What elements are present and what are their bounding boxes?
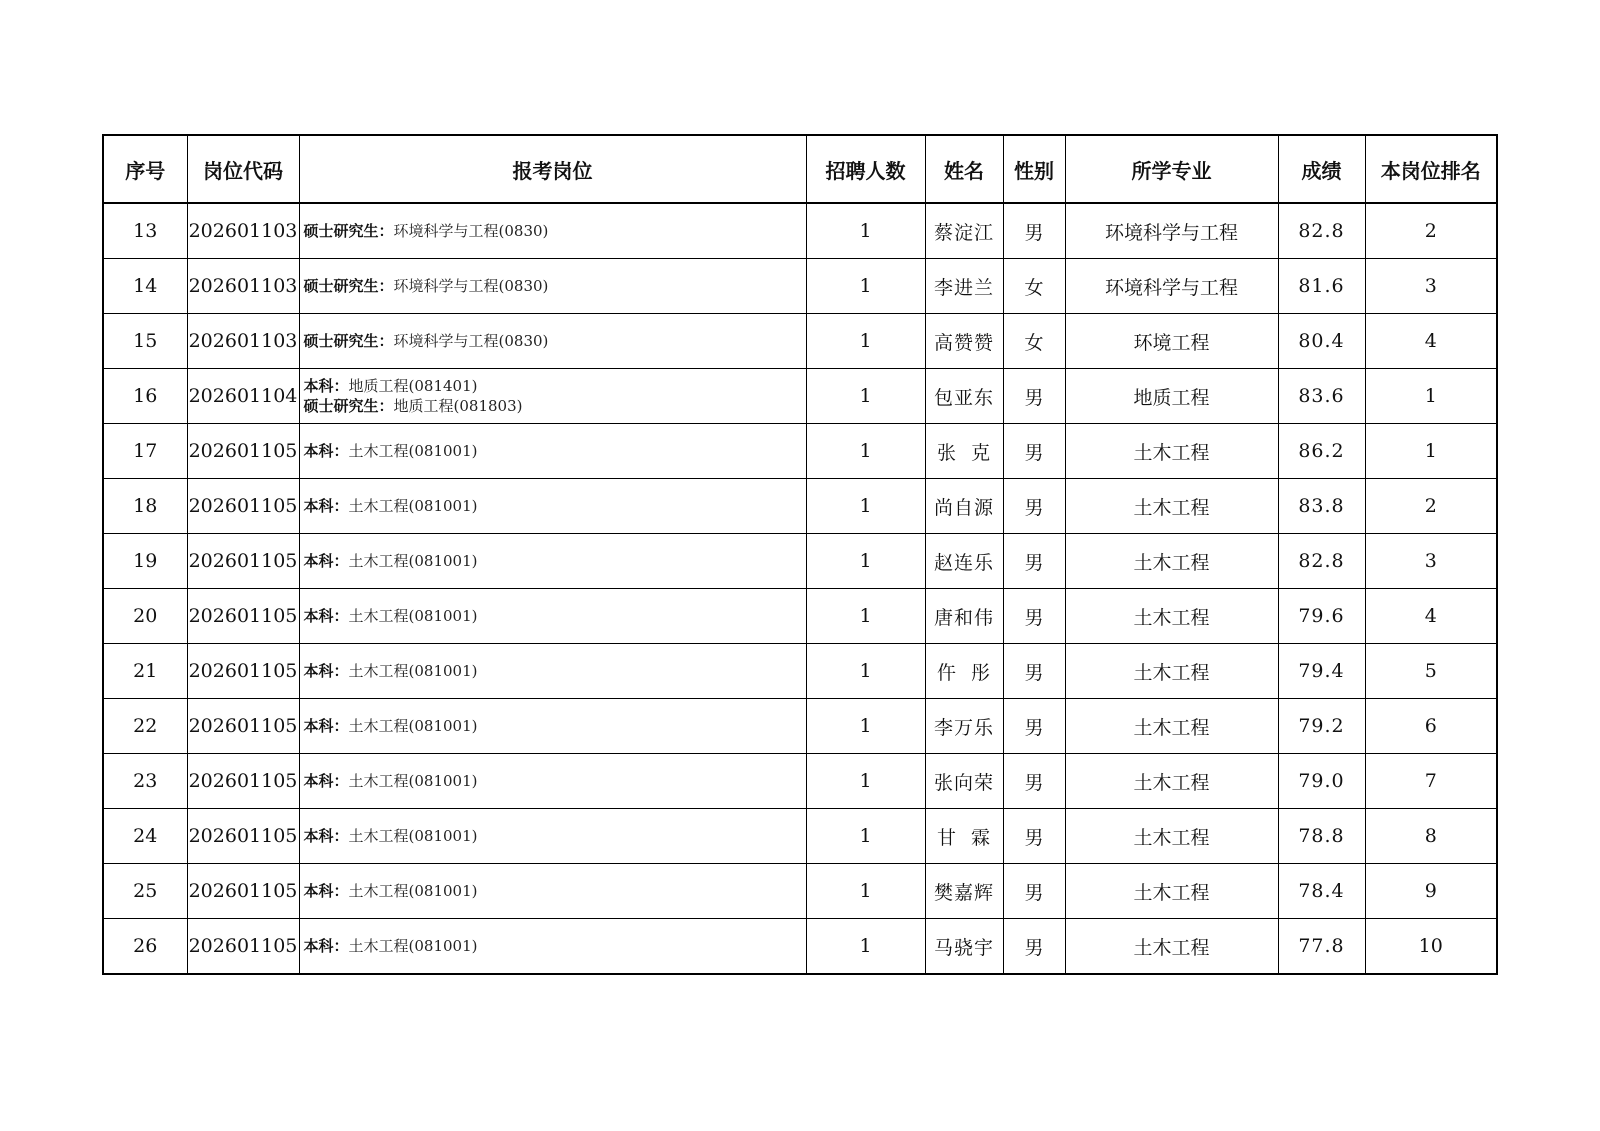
cell-seq: 25 xyxy=(103,864,187,919)
post-line xyxy=(304,331,806,351)
cell-seq: 22 xyxy=(103,699,187,754)
table-row xyxy=(103,479,1497,534)
cell-gender: 男 xyxy=(1003,809,1065,864)
cell-post xyxy=(299,699,806,754)
cell-post xyxy=(299,589,806,644)
cell-name: 张向荣 xyxy=(925,754,1003,809)
cell-code: 202601105 xyxy=(187,589,299,644)
cell-code: 202601105 xyxy=(187,534,299,589)
cell-name: 高赞赞 xyxy=(925,314,1003,369)
cell-post xyxy=(299,754,806,809)
table-row xyxy=(103,534,1497,589)
cell-major: 土木工程 xyxy=(1065,699,1278,754)
post-major: 土木工程(081001) xyxy=(348,552,478,570)
cell-name: 蔡淀江 xyxy=(925,203,1003,259)
cell-major: 土木工程 xyxy=(1065,919,1278,975)
cell-gender: 男 xyxy=(1003,534,1065,589)
cell-rank: 8 xyxy=(1365,809,1497,864)
cell-post xyxy=(299,369,806,424)
cell-code: 202601105 xyxy=(187,424,299,479)
cell-score: 79.4 xyxy=(1278,644,1365,699)
cell-seq: 26 xyxy=(103,919,187,975)
cell-gender: 男 xyxy=(1003,699,1065,754)
cell-gender: 男 xyxy=(1003,754,1065,809)
cell-gender: 女 xyxy=(1003,314,1065,369)
cell-code: 202601105 xyxy=(187,864,299,919)
table-row xyxy=(103,754,1497,809)
cell-post xyxy=(299,314,806,369)
cell-score: 86.2 xyxy=(1278,424,1365,479)
post-level: 本科： xyxy=(303,607,349,625)
cell-score: 83.8 xyxy=(1278,479,1365,534)
cell-gender: 男 xyxy=(1003,589,1065,644)
post-level: 本科： xyxy=(303,937,349,955)
post-major: 土木工程(081001) xyxy=(348,662,478,680)
post-level: 硕士研究生： xyxy=(303,222,394,240)
cell-post xyxy=(299,534,806,589)
cell-quota: 1 xyxy=(806,424,925,479)
cell-major: 土木工程 xyxy=(1065,809,1278,864)
cell-rank: 6 xyxy=(1365,699,1497,754)
cell-rank: 10 xyxy=(1365,919,1497,975)
cell-quota: 1 xyxy=(806,314,925,369)
cell-quota: 1 xyxy=(806,534,925,589)
post-level: 硕士研究生： xyxy=(303,397,394,415)
post-major: 土木工程(081001) xyxy=(348,827,478,845)
cell-major: 环境工程 xyxy=(1065,314,1278,369)
post-major: 环境科学与工程(0830) xyxy=(393,277,549,295)
cell-quota: 1 xyxy=(806,699,925,754)
cell-major: 土木工程 xyxy=(1065,534,1278,589)
table-row xyxy=(103,203,1497,259)
post-major: 地质工程(081803) xyxy=(393,397,523,415)
cell-major: 环境科学与工程 xyxy=(1065,203,1278,259)
cell-score: 78.8 xyxy=(1278,809,1365,864)
results-table xyxy=(102,134,1498,975)
cell-name: 包亚东 xyxy=(925,369,1003,424)
cell-score: 79.6 xyxy=(1278,589,1365,644)
cell-gender: 男 xyxy=(1003,203,1065,259)
cell-seq: 16 xyxy=(103,369,187,424)
cell-gender: 男 xyxy=(1003,424,1065,479)
cell-name: 甘 霖 xyxy=(925,809,1003,864)
post-line xyxy=(304,881,806,901)
cell-score: 77.8 xyxy=(1278,919,1365,975)
cell-rank: 1 xyxy=(1365,424,1497,479)
header-post: 报考岗位 xyxy=(299,135,806,203)
cell-major: 土木工程 xyxy=(1065,864,1278,919)
post-line xyxy=(304,936,806,956)
post-line xyxy=(304,826,806,846)
post-major: 环境科学与工程(0830) xyxy=(393,222,549,240)
cell-post xyxy=(299,864,806,919)
cell-gender: 男 xyxy=(1003,864,1065,919)
cell-name: 李万乐 xyxy=(925,699,1003,754)
table-row xyxy=(103,314,1497,369)
table-row xyxy=(103,864,1497,919)
post-major: 土木工程(081001) xyxy=(348,442,478,460)
cell-score: 83.6 xyxy=(1278,369,1365,424)
table-row xyxy=(103,699,1497,754)
cell-rank: 2 xyxy=(1365,479,1497,534)
cell-score: 82.8 xyxy=(1278,203,1365,259)
cell-gender: 男 xyxy=(1003,919,1065,975)
header-major: 所学专业 xyxy=(1065,135,1278,203)
post-major: 地质工程(081401) xyxy=(348,377,478,395)
header-seq: 序号 xyxy=(103,135,187,203)
cell-code: 202601105 xyxy=(187,479,299,534)
post-level: 本科： xyxy=(303,827,349,845)
cell-post xyxy=(299,259,806,314)
cell-gender: 男 xyxy=(1003,369,1065,424)
cell-quota: 1 xyxy=(806,369,925,424)
cell-score: 82.8 xyxy=(1278,534,1365,589)
cell-code: 202601104 xyxy=(187,369,299,424)
cell-code: 202601105 xyxy=(187,754,299,809)
cell-name: 唐和伟 xyxy=(925,589,1003,644)
cell-post xyxy=(299,424,806,479)
cell-score: 79.0 xyxy=(1278,754,1365,809)
post-level: 本科： xyxy=(303,662,349,680)
header-name: 姓名 xyxy=(925,135,1003,203)
post-major: 土木工程(081001) xyxy=(348,607,478,625)
post-level: 硕士研究生： xyxy=(303,332,394,350)
cell-code: 202601105 xyxy=(187,699,299,754)
post-major: 环境科学与工程(0830) xyxy=(393,332,549,350)
cell-rank: 7 xyxy=(1365,754,1497,809)
table-body xyxy=(103,203,1497,974)
post-major: 土木工程(081001) xyxy=(348,937,478,955)
cell-name: 赵连乐 xyxy=(925,534,1003,589)
header-row xyxy=(103,135,1497,203)
cell-name: 张 克 xyxy=(925,424,1003,479)
table-row xyxy=(103,589,1497,644)
cell-score: 78.4 xyxy=(1278,864,1365,919)
cell-major: 土木工程 xyxy=(1065,589,1278,644)
cell-code: 202601103 xyxy=(187,259,299,314)
cell-rank: 1 xyxy=(1365,369,1497,424)
cell-seq: 13 xyxy=(103,203,187,259)
cell-quota: 1 xyxy=(806,864,925,919)
cell-major: 土木工程 xyxy=(1065,479,1278,534)
header-score: 成绩 xyxy=(1278,135,1365,203)
post-level: 本科： xyxy=(303,377,349,395)
cell-code: 202601103 xyxy=(187,203,299,259)
cell-name: 仵 彤 xyxy=(925,644,1003,699)
table-row xyxy=(103,809,1497,864)
cell-seq: 17 xyxy=(103,424,187,479)
post-level: 本科： xyxy=(303,552,349,570)
table-row xyxy=(103,369,1497,424)
table-row xyxy=(103,259,1497,314)
cell-major: 土木工程 xyxy=(1065,424,1278,479)
cell-seq: 19 xyxy=(103,534,187,589)
cell-rank: 4 xyxy=(1365,314,1497,369)
cell-rank: 3 xyxy=(1365,534,1497,589)
header-rank: 本岗位排名 xyxy=(1365,135,1497,203)
header-code: 岗位代码 xyxy=(187,135,299,203)
post-level: 本科： xyxy=(303,442,349,460)
post-major: 土木工程(081001) xyxy=(348,882,478,900)
post-major: 土木工程(081001) xyxy=(348,497,478,515)
cell-gender: 男 xyxy=(1003,479,1065,534)
post-line xyxy=(304,376,806,396)
cell-score: 80.4 xyxy=(1278,314,1365,369)
cell-seq: 15 xyxy=(103,314,187,369)
table-row xyxy=(103,644,1497,699)
cell-major: 地质工程 xyxy=(1065,369,1278,424)
post-line xyxy=(304,606,806,626)
cell-rank: 4 xyxy=(1365,589,1497,644)
cell-quota: 1 xyxy=(806,589,925,644)
cell-code: 202601105 xyxy=(187,644,299,699)
post-line xyxy=(304,716,806,736)
cell-gender: 女 xyxy=(1003,259,1065,314)
post-line xyxy=(304,396,806,416)
cell-score: 81.6 xyxy=(1278,259,1365,314)
cell-name: 马骁宇 xyxy=(925,919,1003,975)
post-line xyxy=(304,661,806,681)
cell-seq: 18 xyxy=(103,479,187,534)
cell-post xyxy=(299,203,806,259)
cell-rank: 9 xyxy=(1365,864,1497,919)
post-line xyxy=(304,441,806,461)
cell-seq: 21 xyxy=(103,644,187,699)
post-line xyxy=(304,221,806,241)
table-row xyxy=(103,424,1497,479)
post-level: 本科： xyxy=(303,772,349,790)
cell-code: 202601103 xyxy=(187,314,299,369)
post-line xyxy=(304,771,806,791)
cell-seq: 24 xyxy=(103,809,187,864)
cell-seq: 23 xyxy=(103,754,187,809)
cell-post xyxy=(299,644,806,699)
cell-quota: 1 xyxy=(806,203,925,259)
cell-seq: 14 xyxy=(103,259,187,314)
cell-name: 李进兰 xyxy=(925,259,1003,314)
post-level: 本科： xyxy=(303,717,349,735)
post-major: 土木工程(081001) xyxy=(348,772,478,790)
cell-post xyxy=(299,479,806,534)
cell-name: 尚自源 xyxy=(925,479,1003,534)
post-line xyxy=(304,496,806,516)
table-row xyxy=(103,919,1497,975)
cell-quota: 1 xyxy=(806,919,925,975)
post-level: 本科： xyxy=(303,497,349,515)
cell-rank: 2 xyxy=(1365,203,1497,259)
cell-gender: 男 xyxy=(1003,644,1065,699)
cell-quota: 1 xyxy=(806,479,925,534)
post-major: 土木工程(081001) xyxy=(348,717,478,735)
post-line xyxy=(304,276,806,296)
cell-quota: 1 xyxy=(806,644,925,699)
cell-code: 202601105 xyxy=(187,809,299,864)
cell-quota: 1 xyxy=(806,809,925,864)
cell-major: 土木工程 xyxy=(1065,754,1278,809)
header-gender: 性别 xyxy=(1003,135,1065,203)
cell-quota: 1 xyxy=(806,259,925,314)
post-line xyxy=(304,551,806,571)
cell-post xyxy=(299,809,806,864)
post-level: 本科： xyxy=(303,882,349,900)
cell-quota: 1 xyxy=(806,754,925,809)
cell-seq: 20 xyxy=(103,589,187,644)
cell-name: 樊嘉辉 xyxy=(925,864,1003,919)
cell-score: 79.2 xyxy=(1278,699,1365,754)
cell-rank: 5 xyxy=(1365,644,1497,699)
cell-post xyxy=(299,919,806,975)
cell-major: 土木工程 xyxy=(1065,644,1278,699)
post-level: 硕士研究生： xyxy=(303,277,394,295)
header-quota: 招聘人数 xyxy=(806,135,925,203)
cell-code: 202601105 xyxy=(187,919,299,975)
cell-major: 环境科学与工程 xyxy=(1065,259,1278,314)
cell-rank: 3 xyxy=(1365,259,1497,314)
